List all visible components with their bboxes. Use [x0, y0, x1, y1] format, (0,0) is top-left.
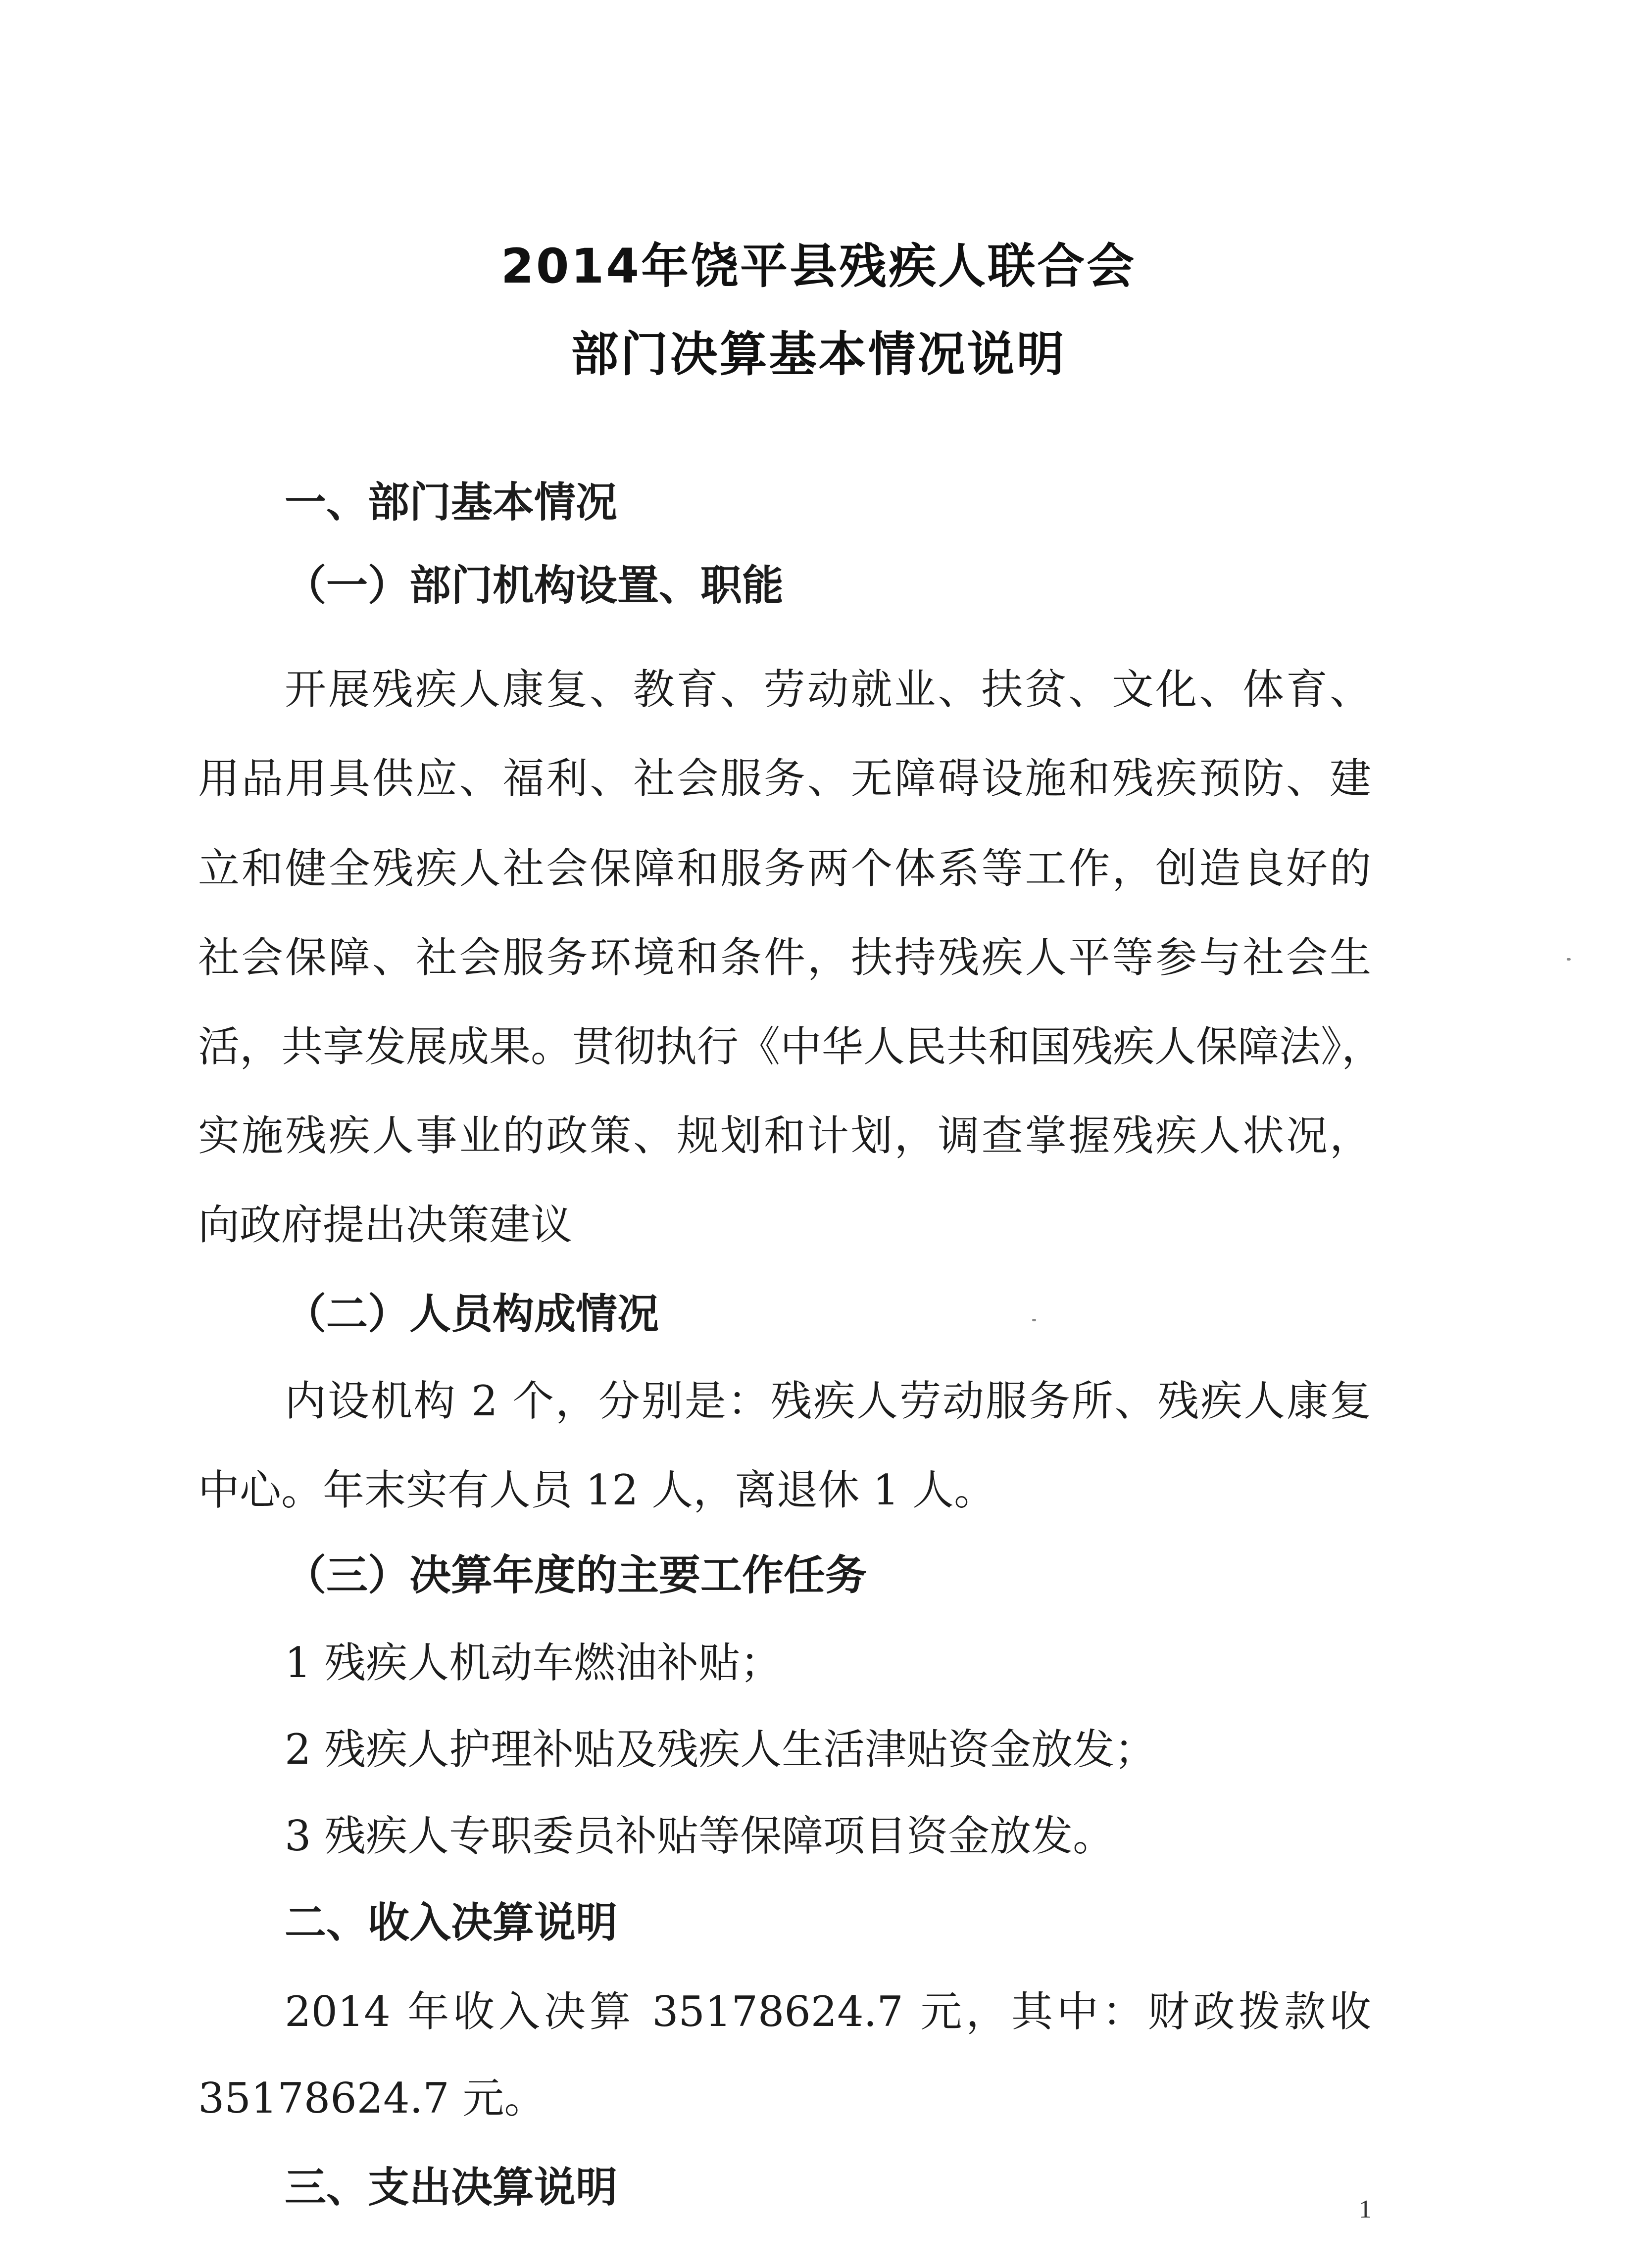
subsection-1-3-heading: （三）决算年度的主要工作任务 [285, 1550, 867, 1599]
subsection-1-2-heading: （二）人员构成情况 [285, 1289, 659, 1338]
paragraph-line: 用品用具供应、福利、社会服务、无障碍设施和残疾预防、建 [198, 754, 1371, 803]
section-3-heading: 三、支出决算说明 [285, 2163, 618, 2212]
document-title-line-2: 部门决算基本情况说明 [571, 327, 1066, 382]
subsection-1-1-heading: （一）部门机构设置、职能 [285, 561, 784, 610]
page-number: 1 [1359, 2195, 1372, 2223]
paragraph-line: 内设机构 2 个，分别是：残疾人劳动服务所、残疾人康复 [285, 1377, 1371, 1425]
document-title-line-1: 2014年饶平县残疾人联合会 [500, 239, 1137, 294]
paragraph-line: 35178624.7 元。 [198, 2074, 546, 2123]
section-2-heading: 二、收入决算说明 [285, 1898, 618, 1947]
paragraph-line: 活，共享发展成果。贯彻执行《中华人民共和国残疾人保障法》， [198, 1022, 1384, 1071]
paragraph-line: 社会保障、社会服务环境和条件，扶持残疾人平等参与社会生 [198, 933, 1371, 982]
section-1-heading: 一、部门基本情况 [285, 478, 618, 527]
task-item: 3 残疾人专职委员补贴等保障项目资金放发。 [285, 1812, 1115, 1860]
paragraph-line: 开展残疾人康复、教育、劳动就业、扶贫、文化、体育、 [285, 665, 1371, 714]
paragraph-line: 向政府提出决策建议 [198, 1201, 573, 1249]
paragraph-line: 2014 年收入决算 35178624.7 元，其中：财政拨款收 [285, 1987, 1371, 2036]
scan-speck [1567, 958, 1571, 961]
paragraph-line: 立和健全残疾人社会保障和服务两个体系等工作，创造良好的 [198, 844, 1371, 893]
paragraph-line: 实施残疾人事业的政策、规划和计划，调查掌握残疾人状况， [198, 1111, 1371, 1160]
paragraph-line: 中心。年末实有人员 12 人，离退休 1 人。 [198, 1466, 996, 1514]
task-item: 1 残疾人机动车燃油补贴； [285, 1639, 782, 1687]
task-item: 2 残疾人护理补贴及残疾人生活津贴资金放发； [285, 1725, 1156, 1774]
scan-speck [1032, 1319, 1036, 1321]
